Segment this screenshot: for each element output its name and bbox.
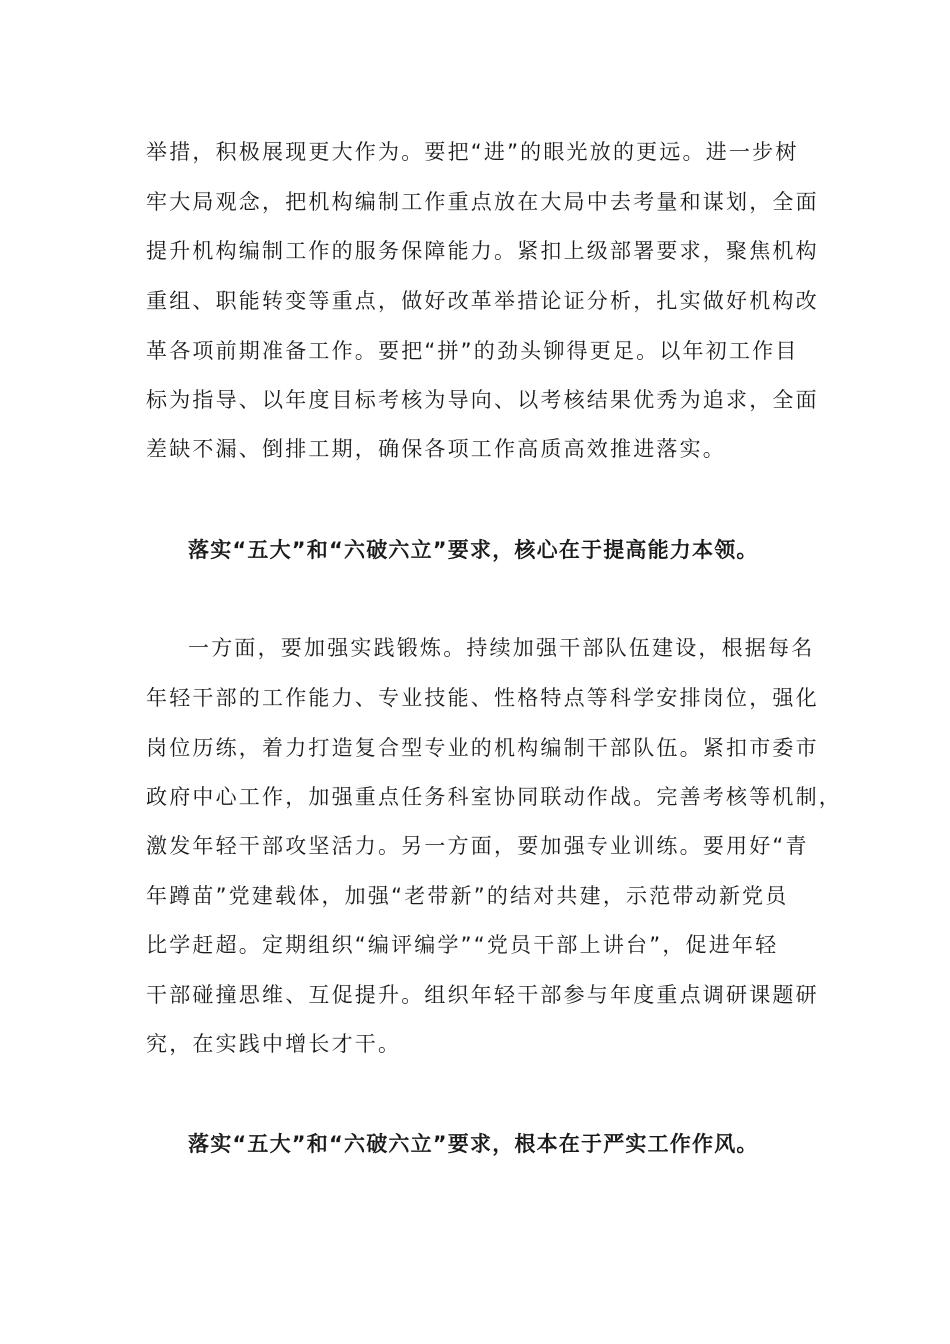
paragraph-line: 政府中心工作，加强重点任务科室协同联动作战。完善考核等机制， [146, 785, 842, 809]
paragraph-line: 干部碰撞思维、互促提升。组织年轻干部参与年度重点调研课题研 [146, 983, 819, 1007]
paragraph-line: 举措，积极展现更大作为。要把“进”的眼光放的更远。进一步树 [146, 140, 799, 164]
paragraph-line: 革各项前期准备工作。要把“拼”的劲头铆得更足。以年初工作目 [146, 339, 799, 363]
paragraph-line: 标为指导、以年度目标考核为导向、以考核结果优秀为追求，全面 [146, 388, 819, 412]
paragraph-line: 激发年轻干部攻坚活力。另一方面，要加强专业训练。要用好“青 [146, 834, 809, 858]
paragraph-line: 岗位历练，着力打造复合型专业的机构编制干部队伍。紧扣市委市 [146, 736, 819, 760]
paragraph-line: 究，在实践中增长才干。 [146, 1032, 402, 1056]
paragraph-line: 提升机构编制工作的服务保障能力。紧扣上级部署要求，聚焦机构 [146, 239, 819, 263]
paragraph-line: 年蹲苗”党建载体，加强“老带新”的结对共建，示范带动新党员 [146, 884, 789, 908]
paragraph-line: 牢大局观念，把机构编制工作重点放在大局中去考量和谋划，全面 [146, 190, 819, 214]
section-heading: 落实“五大”和“六破六立”要求，根本在于严实工作作风。 [188, 1132, 759, 1156]
section-heading: 落实“五大”和“六破六立”要求，核心在于提高能力本领。 [188, 538, 759, 562]
paragraph-line: 重组、职能转变等重点，做好改革举措论证分析，扎实做好机构改 [146, 289, 819, 313]
paragraph-line: 年轻干部的工作能力、专业技能、性格特点等科学安排岗位，强化 [146, 686, 819, 710]
paragraph-line: 差缺不漏、倒排工期，确保各项工作高质高效推进落实。 [146, 437, 726, 461]
paragraph-line: 一方面，要加强实践锻炼。持续加强干部队伍建设，根据每名 [188, 636, 815, 660]
paragraph-line: 比学赶超。定期组织“编评编学”“党员干部上讲台”，促进年轻 [146, 933, 779, 957]
